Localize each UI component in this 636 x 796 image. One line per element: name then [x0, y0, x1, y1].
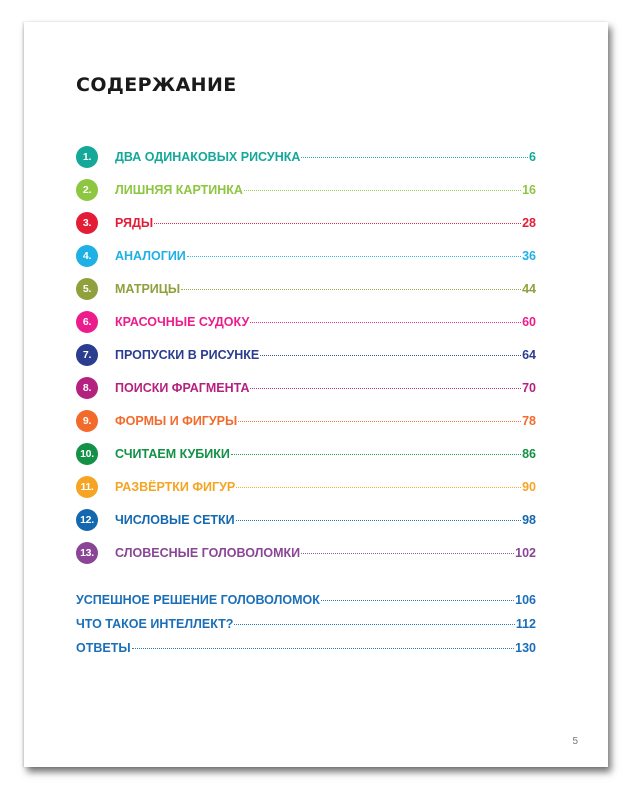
dot-leader	[244, 190, 521, 191]
extra-title: ЧТО ТАКОЕ ИНТЕЛЛЕКТ?	[76, 617, 234, 631]
chapter-number-badge: 6.	[76, 311, 98, 333]
chapter-entry[interactable]	[76, 509, 536, 531]
chapter-entry[interactable]	[76, 476, 536, 498]
extra-page-number: 112	[515, 617, 536, 631]
chapter-entry[interactable]	[76, 179, 536, 201]
extra-title: УСПЕШНОЕ РЕШЕНИЕ ГОЛОВОЛОМОК	[76, 593, 320, 607]
chapter-page-number: 70	[522, 381, 536, 395]
chapter-page-number: 44	[522, 282, 536, 296]
dot-leader	[301, 157, 528, 158]
chapter-entry[interactable]	[76, 377, 536, 399]
chapter-page-number: 16	[522, 183, 536, 197]
chapter-page-number: 102	[515, 546, 536, 560]
chapter-page-number: 36	[522, 249, 536, 263]
dot-leader	[238, 421, 521, 422]
page-title: СОДЕРЖАНИЕ	[76, 74, 237, 96]
chapter-number-badge: 9.	[76, 410, 98, 432]
chapter-page-number: 86	[522, 447, 536, 461]
chapter-number-badge: 2.	[76, 179, 98, 201]
document-page	[24, 22, 608, 767]
chapter-number-badge: 8.	[76, 377, 98, 399]
dot-leader	[234, 624, 514, 625]
chapter-title: МАТРИЦЫ	[115, 282, 181, 296]
chapter-page-number: 98	[522, 513, 536, 527]
dot-leader	[181, 289, 521, 290]
extra-page-number: 106	[515, 593, 536, 607]
chapter-list	[76, 146, 536, 575]
chapter-number-badge: 1.	[76, 146, 98, 168]
chapter-page-number: 6	[529, 150, 536, 164]
chapter-title: ЛИШНЯЯ КАРТИНКА	[115, 183, 243, 197]
chapter-entry[interactable]	[76, 146, 536, 168]
chapter-page-number: 90	[522, 480, 536, 494]
dot-leader	[250, 388, 521, 389]
chapter-title: ПРОПУСКИ В РИСУНКЕ	[115, 348, 260, 362]
dot-leader	[236, 520, 521, 521]
page-number: 5	[572, 736, 578, 747]
extra-title: ОТВЕТЫ	[76, 641, 131, 655]
chapter-number-badge: 13.	[76, 542, 98, 564]
chapter-entry[interactable]	[76, 245, 536, 267]
extra-entry[interactable]	[76, 593, 536, 610]
chapter-title: СЛОВЕСНЫЕ ГОЛОВОЛОМКИ	[115, 546, 301, 560]
chapter-title: ФОРМЫ И ФИГУРЫ	[115, 414, 238, 428]
dot-leader	[236, 487, 521, 488]
chapter-title: АНАЛОГИИ	[115, 249, 186, 263]
chapter-title: РАЗВЁРТКИ ФИГУР	[115, 480, 236, 494]
chapter-number-badge: 10.	[76, 443, 98, 465]
extra-entry[interactable]	[76, 617, 536, 634]
chapter-number-badge: 5.	[76, 278, 98, 300]
chapter-entry[interactable]	[76, 311, 536, 333]
chapter-title: РЯДЫ	[115, 216, 154, 230]
chapter-number-badge: 3.	[76, 212, 98, 234]
chapter-number-badge: 12.	[76, 509, 98, 531]
chapter-entry[interactable]	[76, 542, 536, 564]
chapter-page-number: 78	[522, 414, 536, 428]
chapter-title: ЧИСЛОВЫЕ СЕТКИ	[115, 513, 235, 527]
dot-leader	[132, 648, 515, 649]
extra-page-number: 130	[515, 641, 536, 655]
chapter-page-number: 64	[522, 348, 536, 362]
dot-leader	[321, 600, 514, 601]
chapter-title: ДВА ОДИНАКОВЫХ РИСУНКА	[115, 150, 301, 164]
dot-leader	[250, 322, 521, 323]
chapter-number-badge: 4.	[76, 245, 98, 267]
chapter-entry[interactable]	[76, 410, 536, 432]
dot-leader	[260, 355, 521, 356]
chapter-entry[interactable]	[76, 212, 536, 234]
dot-leader	[301, 553, 514, 554]
chapter-number-badge: 11.	[76, 476, 98, 498]
dot-leader	[187, 256, 521, 257]
extra-sections-list	[76, 593, 536, 665]
chapter-title: КРАСОЧНЫЕ СУДОКУ	[115, 315, 250, 329]
chapter-number-badge: 7.	[76, 344, 98, 366]
chapter-page-number: 60	[522, 315, 536, 329]
chapter-page-number: 28	[522, 216, 536, 230]
dot-leader	[231, 454, 521, 455]
chapter-entry[interactable]	[76, 344, 536, 366]
chapter-title: СЧИТАЕМ КУБИКИ	[115, 447, 230, 461]
extra-entry[interactable]	[76, 641, 536, 658]
chapter-entry[interactable]	[76, 278, 536, 300]
chapter-title: ПОИСКИ ФРАГМЕНТА	[115, 381, 250, 395]
chapter-entry[interactable]	[76, 443, 536, 465]
dot-leader	[154, 223, 521, 224]
